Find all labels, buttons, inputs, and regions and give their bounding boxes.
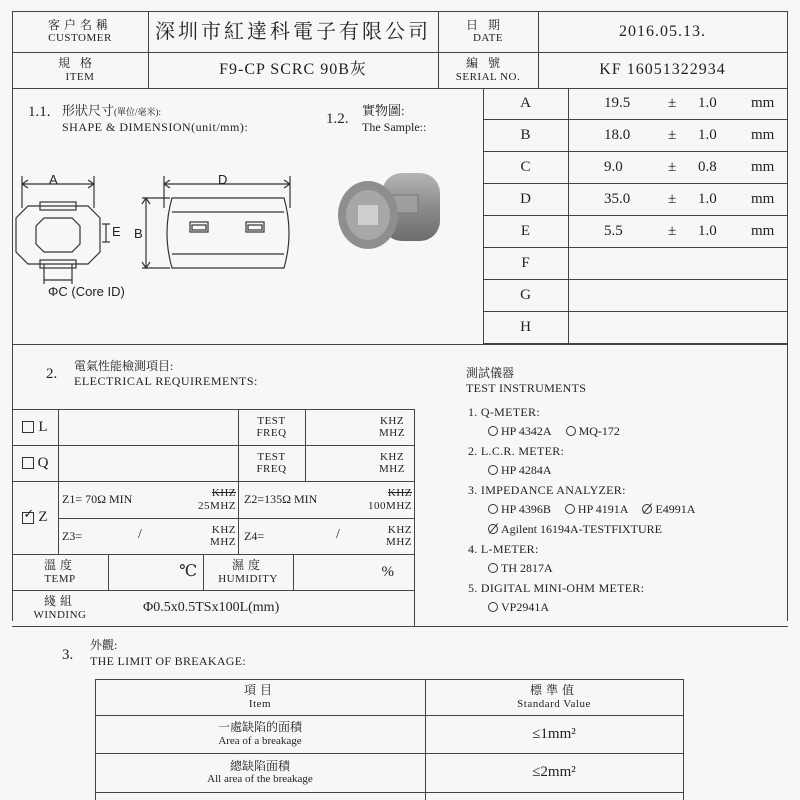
dimension-label: E — [520, 223, 531, 240]
rule — [12, 344, 788, 345]
sample-title-zh: 實物圖: — [362, 103, 405, 118]
dim-d-label: D — [218, 172, 228, 187]
serial-label — [438, 52, 538, 88]
item-value — [148, 52, 438, 88]
l-label: L — [38, 418, 48, 435]
dimension-tolerance-sign: ± — [668, 159, 677, 175]
khz-label: KHZ — [379, 450, 405, 463]
instrument-option-label: HP 4396B — [501, 502, 551, 516]
section1-unit-note: (單位/毫米): — [114, 107, 162, 117]
dimension-label: F — [521, 255, 530, 272]
dimension-row — [483, 184, 788, 216]
z3-spec: Z3= — [62, 529, 83, 543]
rule — [12, 445, 414, 446]
instrument-group-title: 2. L.C.R. METER: — [468, 444, 565, 458]
sample-title-en: The Sample:: — [362, 120, 427, 134]
winding-value: Φ0.5x0.5TSx100L(mm) — [143, 600, 280, 615]
instrument-options — [488, 502, 709, 517]
customer-name: 深圳市紅達科電子有限公司 — [155, 20, 431, 43]
breakage-row-1-value: ≤1mm² — [532, 725, 576, 742]
instruments-title-zh: 測試儀器 — [466, 366, 515, 380]
freq-label: FREQ — [256, 427, 287, 439]
instrument-option[interactable] — [566, 424, 620, 438]
dimension-row — [483, 280, 788, 312]
dimension-value: 9.0 — [604, 159, 623, 175]
dimension-tolerance: 1.0 — [698, 223, 717, 239]
khz-struck: KHZ — [387, 487, 412, 500]
z3-slash: / — [138, 527, 142, 542]
humidity-label — [203, 554, 293, 590]
instrument-option-label: E4991A — [655, 502, 696, 516]
section1-title-zh-text: 形狀尺寸 — [62, 103, 115, 118]
radio-icon[interactable] — [488, 465, 498, 475]
test-label: TEST — [257, 450, 286, 463]
instrument-option-label: HP 4191A — [577, 502, 629, 516]
mhz-label: MHZ — [379, 463, 405, 475]
z3-freq-units — [188, 518, 236, 554]
dim-a-label: A — [49, 172, 58, 187]
instruments-title-en: TEST INSTRUMENTS — [466, 381, 587, 395]
section2-title-zh: 電氣性能檢測項目: — [74, 359, 174, 373]
dimension-unit: mm — [751, 95, 775, 111]
freq-label: FREQ — [256, 463, 287, 475]
breakage-row-1-item — [95, 715, 425, 753]
sample-photo — [330, 165, 455, 265]
dimension-label: A — [520, 95, 531, 112]
instrument-group-title: 5. DIGITAL MINI-OHM METER: — [468, 581, 645, 595]
instrument-option-label: MQ-172 — [578, 424, 620, 438]
instrument-group-title: 1. Q-METER: — [468, 405, 540, 419]
l-checkbox-row[interactable] — [12, 409, 58, 445]
item-text: F9-CP SCRC 90B灰 — [219, 61, 367, 79]
section2-title-en: ELECTRICAL REQUIREMENTS: — [74, 374, 258, 388]
dimension-unit: mm — [751, 191, 775, 207]
instrument-options — [488, 600, 563, 615]
breakage-head-standard — [425, 679, 683, 715]
row2-zh: 總缺陷面積 — [229, 758, 290, 773]
rule — [305, 409, 306, 481]
dimension-tolerance: 0.8 — [698, 159, 717, 175]
khz-label: KHZ — [387, 523, 412, 536]
rule — [95, 792, 683, 793]
rule — [12, 409, 414, 410]
instrument-option[interactable] — [565, 502, 629, 516]
date-value — [538, 11, 787, 52]
instrument-option[interactable] — [488, 522, 662, 536]
humidity-label-en: HUMIDITY — [218, 572, 278, 585]
temp-label-zh: 溫度 — [43, 558, 76, 573]
z-checkbox[interactable] — [22, 512, 34, 524]
section1-number: 1.1. — [28, 104, 51, 120]
dimension-tolerance: 1.0 — [698, 191, 717, 207]
date-label — [438, 11, 538, 52]
rule — [414, 409, 415, 626]
dimension-row — [483, 120, 788, 152]
winding-label-zh: 綫組 — [43, 594, 76, 609]
z1-freq — [188, 481, 236, 518]
temp-label-en: TEMP — [44, 572, 76, 585]
z1-freq-value: 25MHZ — [198, 499, 236, 512]
dimension-tolerance-sign: ± — [668, 191, 677, 207]
serial-value — [538, 52, 787, 88]
breakage-row-2-value: ≤2mm² — [532, 764, 576, 781]
mhz-label: MHZ — [210, 536, 236, 548]
radio-icon[interactable] — [565, 504, 575, 514]
rule — [58, 518, 414, 519]
winding-label-en: WINDING — [33, 608, 87, 621]
dimension-label: D — [520, 191, 531, 208]
customer-label-en: CUSTOMER — [48, 32, 112, 45]
section3-title-en: THE LIMIT OF BREAKAGE: — [90, 654, 247, 668]
radio-icon[interactable] — [488, 426, 498, 436]
dimension-tolerance-sign: ± — [668, 223, 677, 239]
section3-title-zh: 外觀: — [90, 638, 118, 652]
dimension-unit: mm — [751, 223, 775, 239]
sample-number: 1.2. — [326, 111, 349, 127]
date-text: 2016.05.13. — [619, 22, 706, 40]
q-test-freq — [238, 445, 305, 481]
khz-label: KHZ — [211, 523, 236, 536]
instrument-option[interactable] — [488, 424, 552, 438]
customer-value — [148, 11, 438, 52]
dimension-label: B — [520, 127, 531, 144]
l-freq-units — [370, 409, 414, 445]
date-label-en: DATE — [472, 32, 504, 45]
instrument-option-label: HP 4284A — [501, 463, 552, 477]
row1-en: Area of a breakage — [218, 734, 302, 747]
test-label: TEST — [257, 414, 286, 427]
instrument-option-label: VP2941A — [501, 600, 550, 614]
dimension-row — [483, 88, 788, 120]
customer-label-zh: 客户名稱 — [47, 17, 112, 32]
dimension-value: 19.5 — [604, 95, 631, 111]
breakage-row-2-item — [95, 753, 425, 792]
item-label-zh: 規格 — [57, 56, 102, 71]
section1-title-zh — [62, 100, 161, 119]
dimension-row — [483, 216, 788, 248]
serial-text: KF 16051322934 — [599, 61, 726, 79]
dim-c-label: ΦC (Core ID) — [48, 284, 125, 299]
radio-icon[interactable] — [566, 426, 576, 436]
side-view-outline — [167, 198, 289, 268]
z4-slash: / — [336, 527, 340, 542]
dimension-row — [483, 312, 788, 344]
z2-spec: Z2=135Ω MIN — [244, 492, 318, 506]
head-item-en: Item — [248, 697, 272, 710]
q-label: Q — [37, 454, 49, 471]
z4-freq-units — [366, 518, 412, 554]
item-label-en: ITEM — [65, 70, 95, 83]
z2-freq — [350, 481, 412, 518]
l-checkbox[interactable] — [22, 421, 34, 433]
q-freq-units — [370, 445, 414, 481]
dimension-value: 18.0 — [604, 127, 631, 143]
dimension-value: 5.5 — [604, 223, 623, 239]
z-checkbox-row[interactable] — [12, 481, 58, 554]
radio-icon[interactable] — [488, 602, 498, 612]
end-view-core — [36, 218, 80, 252]
instrument-options — [488, 561, 567, 576]
instrument-options — [488, 522, 676, 537]
dimension-row — [483, 152, 788, 184]
mhz-label: MHZ — [386, 536, 412, 548]
row2-en: All area of the breakage — [207, 773, 313, 786]
instrument-option[interactable] — [642, 502, 695, 516]
selected-radio-icon[interactable] — [642, 504, 652, 514]
radio-icon[interactable] — [488, 504, 498, 514]
section2-number: 2. — [46, 366, 58, 382]
rule — [683, 679, 684, 800]
instrument-options — [488, 424, 634, 439]
instrument-group-title: 3. IMPEDANCE ANALYZER: — [468, 483, 626, 497]
instrument-option[interactable] — [488, 463, 552, 477]
section3-number: 3. — [62, 647, 74, 663]
instrument-option-label: HP 4342A — [501, 424, 552, 438]
serial-label-zh: 編號 — [465, 56, 510, 71]
head-item-zh: 項目 — [243, 683, 276, 698]
instrument-option[interactable] — [488, 561, 553, 575]
dimension-tolerance: 1.0 — [698, 95, 717, 111]
customer-label — [12, 11, 148, 52]
rule — [58, 409, 59, 554]
end-view-outline — [16, 206, 100, 264]
selected-radio-icon[interactable] — [488, 524, 498, 534]
z1-spec: Z1= 70Ω MIN — [62, 492, 133, 506]
khz-struck: KHZ — [211, 487, 236, 500]
head-std-zh: 標準值 — [529, 683, 578, 698]
instrument-option-label: TH 2817A — [501, 561, 553, 575]
dimension-value: 35.0 — [604, 191, 631, 207]
dimension-unit: mm — [751, 159, 775, 175]
head-std-en: Standard Value — [517, 697, 591, 710]
dimension-drawing — [14, 168, 314, 303]
temp-label — [12, 554, 108, 590]
radio-icon[interactable] — [488, 563, 498, 573]
z2-freq-value: 100MHZ — [368, 499, 412, 512]
dim-b-label: B — [134, 226, 143, 241]
dimension-tolerance-sign: ± — [668, 95, 677, 111]
khz-label: KHZ — [379, 414, 405, 427]
date-label-zh: 日期 — [465, 17, 510, 32]
dimension-tolerance: 1.0 — [698, 127, 717, 143]
instrument-option[interactable] — [488, 600, 549, 614]
z-label: Z — [38, 509, 48, 526]
dimension-tolerance-sign: ± — [668, 127, 677, 143]
humidity-unit: % — [381, 563, 394, 580]
serial-label-en: SERIAL NO. — [455, 70, 521, 83]
instrument-option[interactable] — [488, 502, 551, 516]
winding-label — [12, 590, 108, 626]
instrument-options — [488, 463, 566, 478]
temp-unit: ℃ — [179, 563, 197, 581]
row1-zh: 一處缺陷的面積 — [217, 720, 302, 735]
q-checkbox-row[interactable] — [12, 445, 58, 481]
dimension-unit: mm — [751, 127, 775, 143]
q-checkbox[interactable] — [22, 457, 34, 469]
l-test-freq — [238, 409, 305, 445]
dimension-label: G — [520, 287, 531, 304]
breakage-head-item — [95, 679, 425, 715]
dimension-row — [483, 248, 788, 280]
humidity-label-zh: 濕度 — [231, 558, 264, 573]
item-label — [12, 52, 148, 88]
dimension-label: H — [520, 319, 531, 336]
instrument-option-label: Agilent 16194A-TESTFIXTURE — [501, 522, 662, 536]
section1-title-en: SHAPE & DIMENSION(unit/mm): — [62, 120, 249, 134]
mhz-label: MHZ — [379, 427, 405, 439]
dimension-label: C — [520, 159, 531, 176]
instrument-group-title: 4. L-METER: — [468, 542, 539, 556]
rule — [12, 626, 788, 627]
z4-spec: Z4= — [244, 529, 265, 543]
dim-e-label: E — [112, 224, 121, 239]
